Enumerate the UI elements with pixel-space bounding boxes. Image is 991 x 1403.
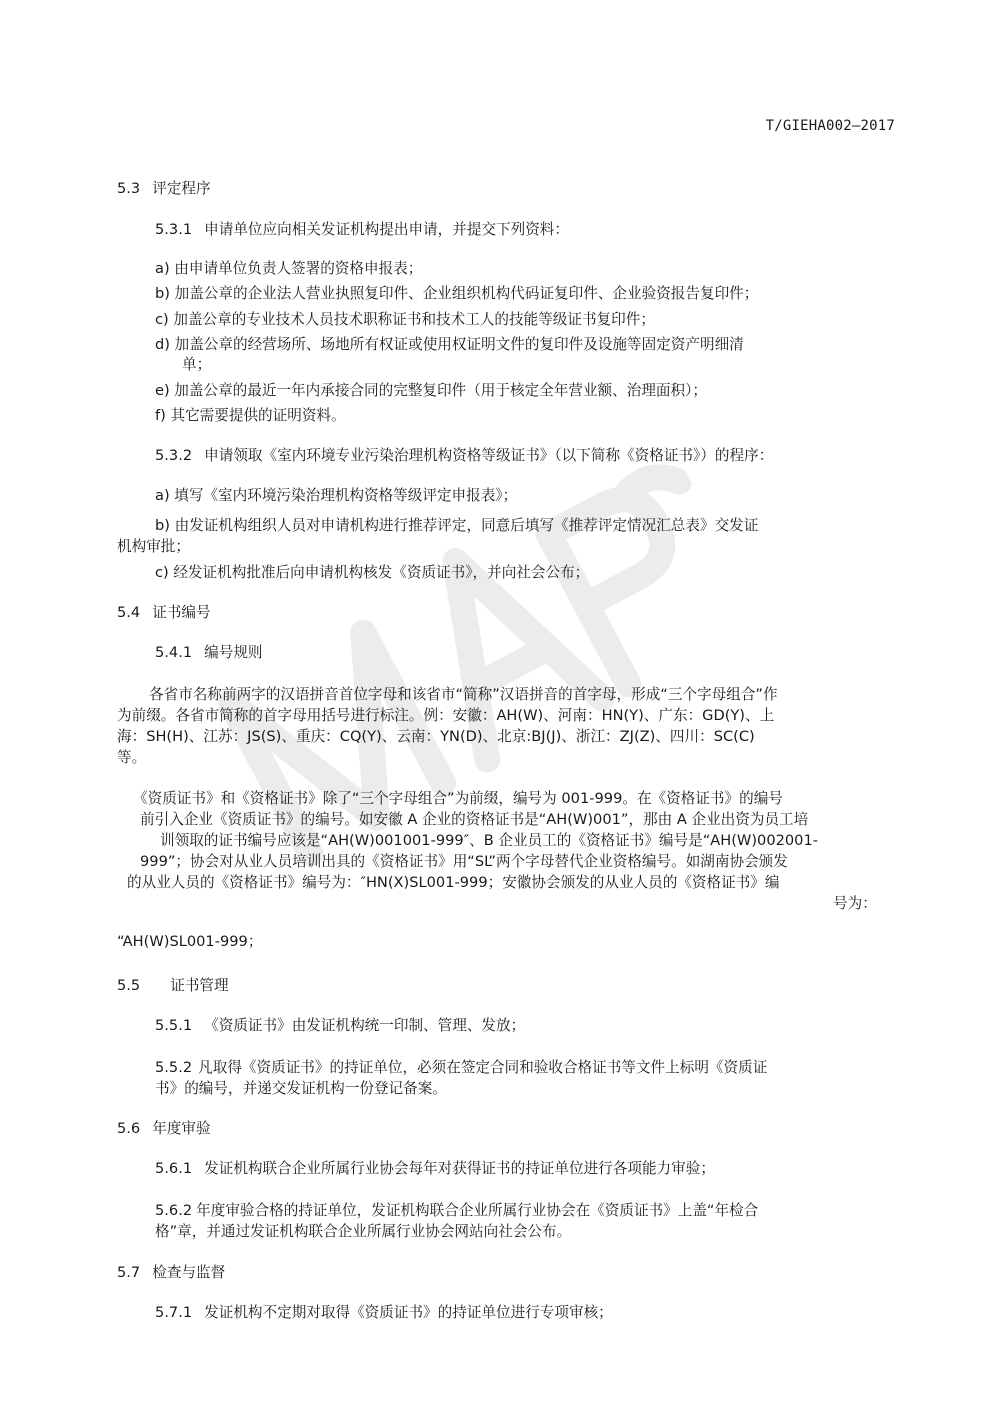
paragraph-line: 为前缀。各省市简称的首字母用括号进行标注。例：安徽：AH(W)、河南：HN(Y)、广东：GD(Y)、上	[117, 707, 775, 724]
section-heading-5-4: 5.4 证书编号	[117, 604, 211, 621]
clause-5-5-2: 5.5.2 凡取得《资质证书》的持证单位，必须在签定合同和验收合格证书等文件上标明《资质证	[155, 1059, 768, 1076]
list-item: b) 由发证机构组织人员对申请机构进行推荐评定，同意后填写《推荐评定情况汇总表》交发证	[155, 517, 759, 534]
paragraph-line: 的从业人员的《资格证书》编号为：″HN(X)SL001-999；安徽协会颁发的从业人员的《资格证书》编	[127, 874, 780, 891]
paragraph-line: 海：SH(H)、江苏：JS(S)、重庆：CQ(Y)、云南：YN(D)、北京:BJ(J)、浙江：ZJ(Z)、四川：SC(C)	[117, 728, 755, 745]
clause-5-3-1: 5.3.1 申请单位应向相关发证机构提出申请，并提交下列资料：	[155, 221, 569, 238]
paragraph-line: 各省市名称前两字的汉语拼音首位字母和该省市“简称”汉语拼音的首字母，形成“三个字母组合”作	[149, 686, 778, 703]
section-heading-5-7: 5.7 检查与监督	[117, 1264, 226, 1281]
list-item: c) 加盖公章的专业技术人员技术职称证书和技术工人的技能等级证书复印件；	[155, 311, 655, 328]
clause-5-6-2: 5.6.2 年度审验合格的持证单位，发证机构联合企业所属行业协会在《资质证书》上盖“年检合	[155, 1202, 759, 1219]
section-heading-5-6: 5.6 年度审验	[117, 1120, 211, 1137]
list-item-continuation: 单；	[182, 356, 212, 373]
clause-5-7-1: 5.7.1 发证机构不定期对取得《资质证书》的持证单位进行专项审核；	[155, 1304, 613, 1321]
paragraph-line: “AH(W)SL001-999；	[117, 933, 263, 950]
list-item-continuation: 机构审批；	[117, 538, 190, 555]
section-heading-5-5: 5.5 证书管理	[117, 977, 229, 994]
list-item: a) 由申请单位负责人签署的资格申报表；	[155, 260, 423, 277]
paragraph-line: 前引入企业《资质证书》的编号。如安徽 A 企业的资格证书是“AH(W)001”，那由 A 企业出资为员工培	[140, 811, 809, 828]
clause-5-6-1: 5.6.1 发证机构联合企业所属行业协会每年对获得证书的持证单位进行各项能力审验；	[155, 1160, 715, 1177]
list-item: c) 经发证机构批准后向申请机构核发《资质证书》，并向社会公布；	[155, 564, 590, 581]
paragraph-line: 号为：	[833, 895, 877, 912]
list-item: f) 其它需要提供的证明资料。	[155, 407, 346, 424]
list-item: e) 加盖公章的最近一年内承接合同的完整复印件（用于核定全年营业额、治理面积）；	[155, 382, 707, 399]
list-item: b) 加盖公章的企业法人营业执照复印件、企业组织机构代码证复印件、企业验资报告复印件；	[155, 285, 759, 302]
paragraph-line: 训领取的证书编号应该是“AH(W)001001-999″、B 企业员工的《资格证书》编号是“AH(W)002001-	[160, 832, 819, 849]
clause-5-4-1: 5.4.1 编号规则	[155, 644, 263, 661]
list-item: d) 加盖公章的经营场所、场地所有权证或使用权证明文件的复印件及设施等固定资产明细清	[155, 336, 744, 353]
document-code: T/GIEHA002—2017	[765, 118, 895, 134]
paragraph-line: 书》的编号，并递交发证机构一份登记备案。	[155, 1080, 447, 1097]
paragraph-line: 《资质证书》和《资格证书》除了“三个字母组合”为前缀，编号为 001-999。在《资格证书》的编号	[133, 790, 783, 807]
clause-5-5-1: 5.5.1 《资质证书》由发证机构统一印制、管理、发放；	[155, 1017, 526, 1034]
paragraph-line: 格”章，并通过发证机构联合企业所属行业协会网站向社会公布。	[155, 1223, 572, 1240]
clause-5-3-2: 5.3.2 申请领取《室内环境专业污染治理机构资格等级证书》（以下简称《资格证书》）的程序：	[155, 447, 774, 464]
paragraph-line: 999”；协会对从业人员培训出具的《资格证书》用“SL”两个字母替代企业资格编号。如湖南协会颁发	[140, 853, 788, 870]
list-item: a) 填写《室内环境污染治理机构资格等级评定申报表》；	[155, 487, 518, 504]
section-heading-5-3: 5.3 评定程序	[117, 180, 211, 197]
paragraph-line: 等。	[117, 749, 147, 766]
